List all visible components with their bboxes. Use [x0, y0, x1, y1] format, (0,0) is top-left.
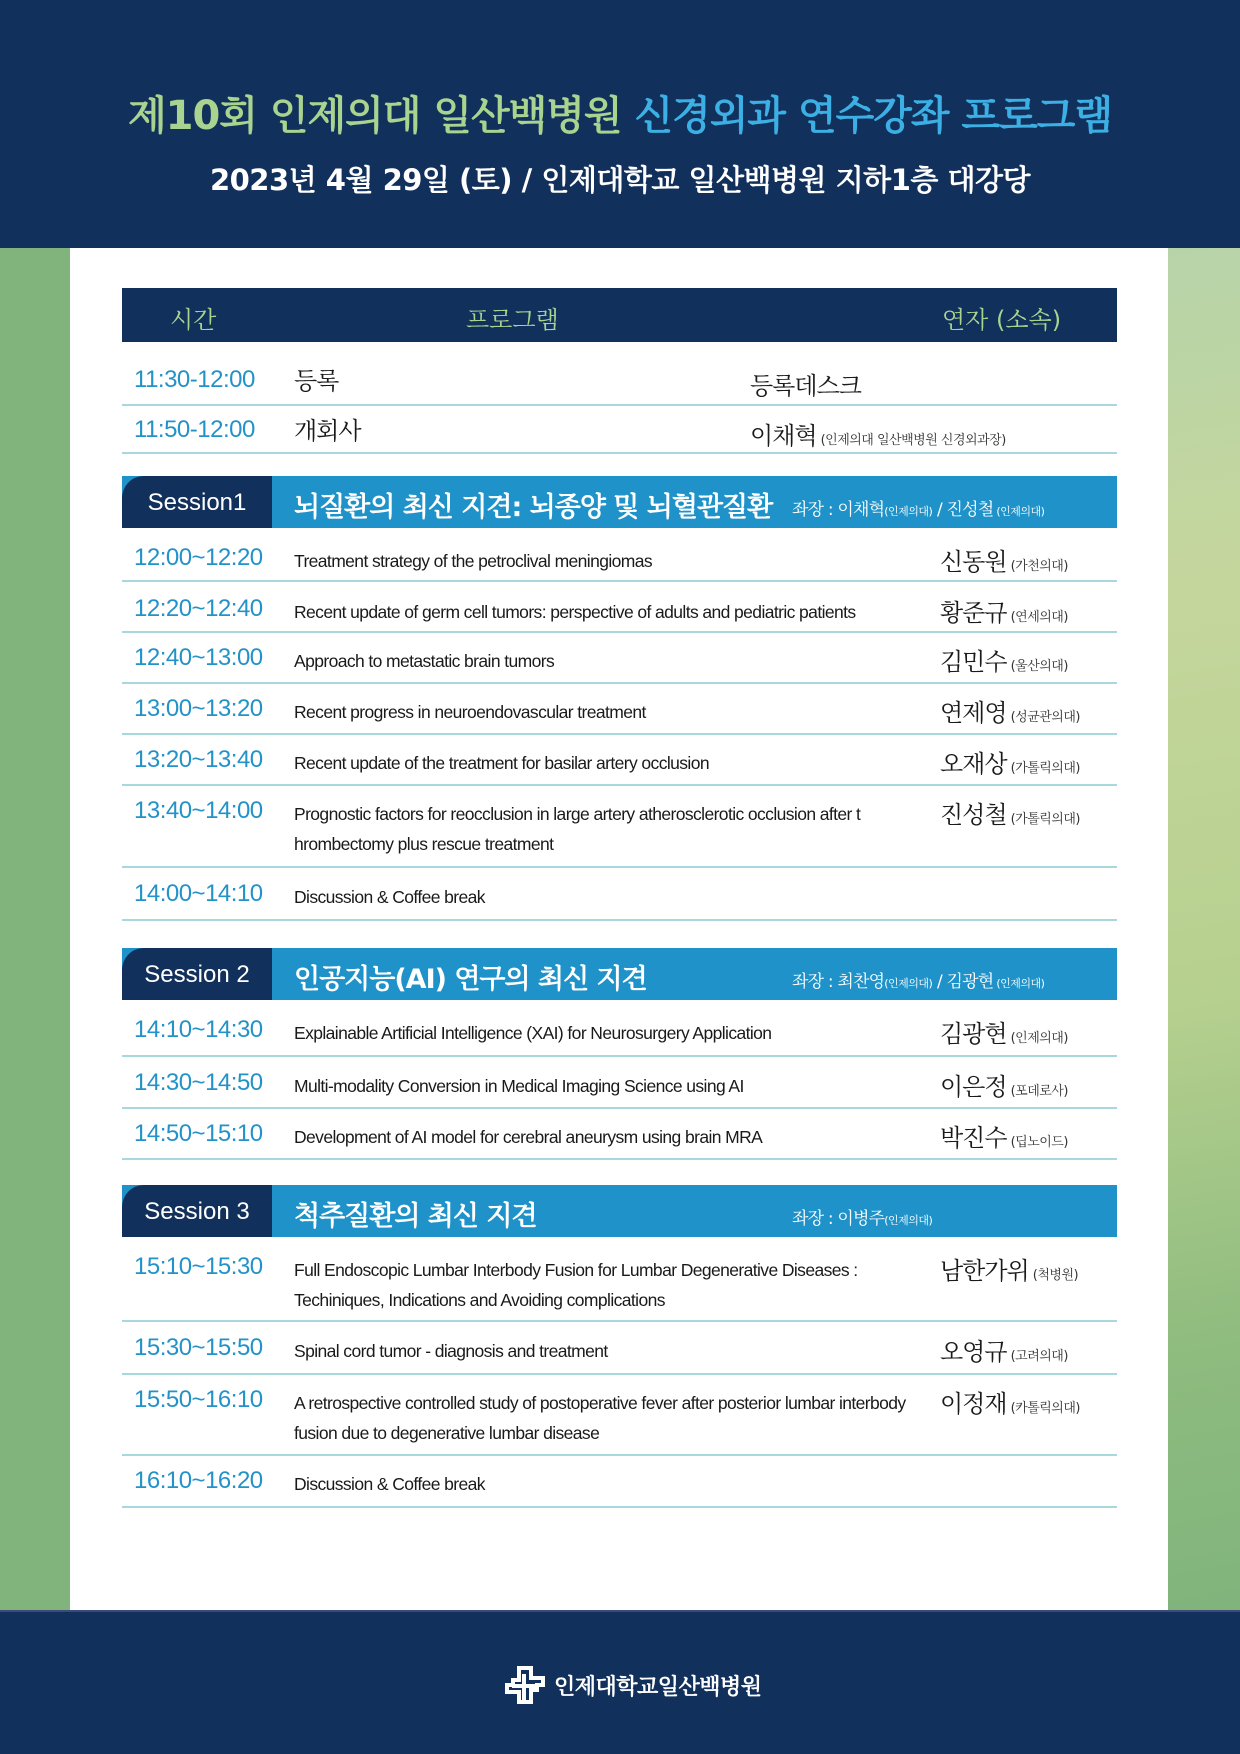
- speaker-affiliation: (가톨릭의대): [1010, 812, 1080, 827]
- time-slot: 16:10~16:20: [134, 1467, 263, 1494]
- table-row: [122, 1456, 1117, 1508]
- session-title: 뇌질환의 최신 지견: 뇌종양 및 뇌혈관질환: [294, 492, 773, 523]
- table-row: [122, 1322, 1117, 1375]
- speaker-cell: [940, 693, 1080, 728]
- title-part-1: 제10회 인제의대 일산백병원: [127, 93, 622, 139]
- session-chairs: 좌장 : 최찬영(인제의대) / 김광현 (인제의대): [792, 972, 1045, 992]
- speaker-name: 오재상: [940, 750, 1007, 778]
- speaker-cell: [940, 1014, 1068, 1049]
- session-title: 척추질환의 최신 지견: [294, 1201, 537, 1232]
- speaker-name: 이채혁: [750, 422, 817, 450]
- speaker-affiliation: (딥노이드): [1010, 1135, 1068, 1150]
- time-slot: 15:30~15:50: [134, 1334, 263, 1361]
- table-row: [122, 868, 1117, 921]
- speaker-cell: [940, 1118, 1068, 1153]
- program-title: Development of AI model for cerebral aneurysm using brain MRA: [294, 1127, 763, 1147]
- speaker-cell: [940, 744, 1080, 779]
- table-row: [122, 1000, 1117, 1057]
- speaker-name: 이은정: [940, 1073, 1007, 1101]
- speaker-name: 등록데스크: [750, 372, 861, 400]
- table-row: [122, 786, 1117, 868]
- hospital-name: 인제대학교일산백병원: [554, 1674, 762, 1700]
- program-title: Approach to metastatic brain tumors: [294, 651, 555, 671]
- program-title: Recent progress in neuroendovascular treatment: [294, 702, 646, 722]
- session-tag: Session 3: [122, 1185, 272, 1237]
- speaker-affiliation: (연세의대): [1010, 610, 1068, 625]
- program-title: A retrospective controlled study of postoperative fever after posterior lumbar interbody fusion due to degenerative lumbar disease: [294, 1393, 906, 1443]
- program-title: 등록: [294, 367, 339, 395]
- program-title: Multi-modality Conversion in Medical Imaging Science using AI: [294, 1076, 744, 1096]
- program-title: Discussion & Coffee break: [294, 1474, 485, 1494]
- time-slot: 15:10~15:30: [134, 1253, 263, 1280]
- table-row: [122, 582, 1117, 633]
- speaker-cell: [940, 795, 1080, 830]
- session-title: 인공지능(AI) 연구의 최신 지견: [294, 964, 647, 995]
- speaker-cell: [940, 1067, 1068, 1102]
- table-header: [122, 288, 1117, 342]
- time-slot: 13:20~13:40: [134, 746, 263, 773]
- speaker-name: 진성철: [940, 801, 1007, 829]
- speaker-name: 박진수: [940, 1124, 1007, 1152]
- table-row: [122, 633, 1117, 684]
- event-date-location: 2023년 4월 29일 (토) / 인제대학교 일산백병원 지하1층 대강당: [209, 163, 1031, 197]
- program-title: Recent update of germ cell tumors: perspective of adults and pediatric patients: [294, 602, 856, 622]
- program-title: Treatment strategy of the petroclival meningiomas: [294, 551, 653, 571]
- speaker-cell: [940, 542, 1068, 577]
- speaker-affiliation: (인제의대): [1010, 1031, 1068, 1046]
- program-title: Discussion & Coffee break: [294, 887, 485, 907]
- time-slot: 15:50~16:10: [134, 1386, 263, 1413]
- column-header-speaker: 연자 (소속): [942, 306, 1062, 334]
- speaker-name: 김광현: [940, 1020, 1007, 1048]
- hospital-logo: [504, 1666, 762, 1704]
- speaker-affiliation: (가톨릭의대): [1010, 761, 1080, 776]
- speaker-name: 남한가위: [940, 1257, 1029, 1285]
- page-footer: [0, 1610, 1240, 1754]
- time-slot: 14:50~15:10: [134, 1120, 263, 1147]
- time-slot: 14:30~14:50: [134, 1069, 263, 1096]
- session-chairs: 좌장 : 이채혁(인제의대) / 진성철 (인제의대): [792, 500, 1045, 520]
- speaker-cell: [940, 642, 1068, 677]
- right-green-border: [1168, 248, 1240, 1610]
- speaker-cell: [940, 1384, 1080, 1419]
- table-row: [122, 1375, 1117, 1456]
- time-slot: 11:30-12:00: [134, 366, 255, 393]
- program-title: Spinal cord tumor - diagnosis and treatment: [294, 1341, 608, 1361]
- speaker-affiliation: (인제의대 일산백병원 신경외과장): [820, 433, 1006, 448]
- time-slot: 13:00~13:20: [134, 695, 263, 722]
- table-row: [122, 684, 1117, 735]
- table-row: [122, 528, 1117, 582]
- column-header-program: 프로그램: [466, 306, 559, 334]
- table-row: [122, 1109, 1117, 1160]
- speaker-affiliation: (고려의대): [1010, 1349, 1068, 1364]
- speaker-cell: [940, 1332, 1068, 1367]
- table-row: [122, 406, 1117, 454]
- program-title: Recent update of the treatment for basilar artery occlusion: [294, 753, 709, 773]
- speaker-affiliation: (성균관의대): [1010, 710, 1080, 725]
- left-green-border: [0, 248, 70, 1610]
- speaker-affiliation: (울산의대): [1010, 659, 1068, 674]
- program-title: Full Endoscopic Lumbar Interbody Fusion for Lumbar Degenerative Diseases : Techiniques, Indications and Avoiding complications: [294, 1260, 858, 1310]
- speaker-name: 김민수: [940, 648, 1007, 676]
- title-part-2: 신경외과 연수강좌 프로그램: [634, 93, 1113, 139]
- speaker-name: 연제영: [940, 699, 1007, 727]
- speaker-affiliation: (포데로사): [1010, 1084, 1068, 1099]
- time-slot: 12:40~13:00: [134, 644, 263, 671]
- time-slot: 12:20~12:40: [134, 595, 263, 622]
- column-header-time: 시간: [170, 306, 217, 334]
- time-slot: 14:00~14:10: [134, 880, 263, 907]
- time-slot: 13:40~14:00: [134, 797, 263, 824]
- session-2-header: [122, 948, 1117, 1000]
- time-slot: 14:10~14:30: [134, 1016, 263, 1043]
- speaker-name: 황준규: [940, 599, 1007, 627]
- page-title: [0, 84, 1240, 141]
- table-row: [122, 735, 1117, 786]
- session-3-header: [122, 1185, 1117, 1237]
- speaker-affiliation: (가천의대): [1010, 559, 1068, 574]
- time-slot: 12:00~12:20: [134, 544, 263, 571]
- speaker-name: 오영규: [940, 1338, 1007, 1366]
- program-title: Explainable Artificial Intelligence (XAI) for Neurosurgery Application: [294, 1023, 772, 1043]
- page-header: [0, 0, 1240, 248]
- speaker-name: 신동원: [940, 548, 1007, 576]
- session-tag: Session1: [122, 476, 272, 528]
- speaker-name: 이정재: [940, 1390, 1007, 1418]
- cross-logo-icon: [504, 1666, 546, 1704]
- speaker-cell: [940, 1251, 1078, 1286]
- session-tag: Session 2: [122, 948, 272, 1000]
- speaker-affiliation: (척병원): [1032, 1268, 1079, 1283]
- speaker-cell: [750, 416, 1006, 451]
- session-chairs: 좌장 : 이병주(인제의대): [792, 1209, 933, 1229]
- speaker-affiliation: (카톨릭의대): [1010, 1401, 1080, 1416]
- table-row: [122, 362, 1117, 406]
- speaker-cell: [940, 593, 1068, 628]
- table-row: [122, 1057, 1117, 1109]
- table-row: [122, 1237, 1117, 1322]
- program-title: Prognostic factors for reocclusion in large artery atherosclerotic occlusion after t hrombectomy plus rescue treatment: [294, 804, 861, 854]
- session-1-header: [122, 476, 1117, 528]
- program-title: 개회사: [294, 417, 361, 445]
- time-slot: 11:50-12:00: [134, 416, 255, 443]
